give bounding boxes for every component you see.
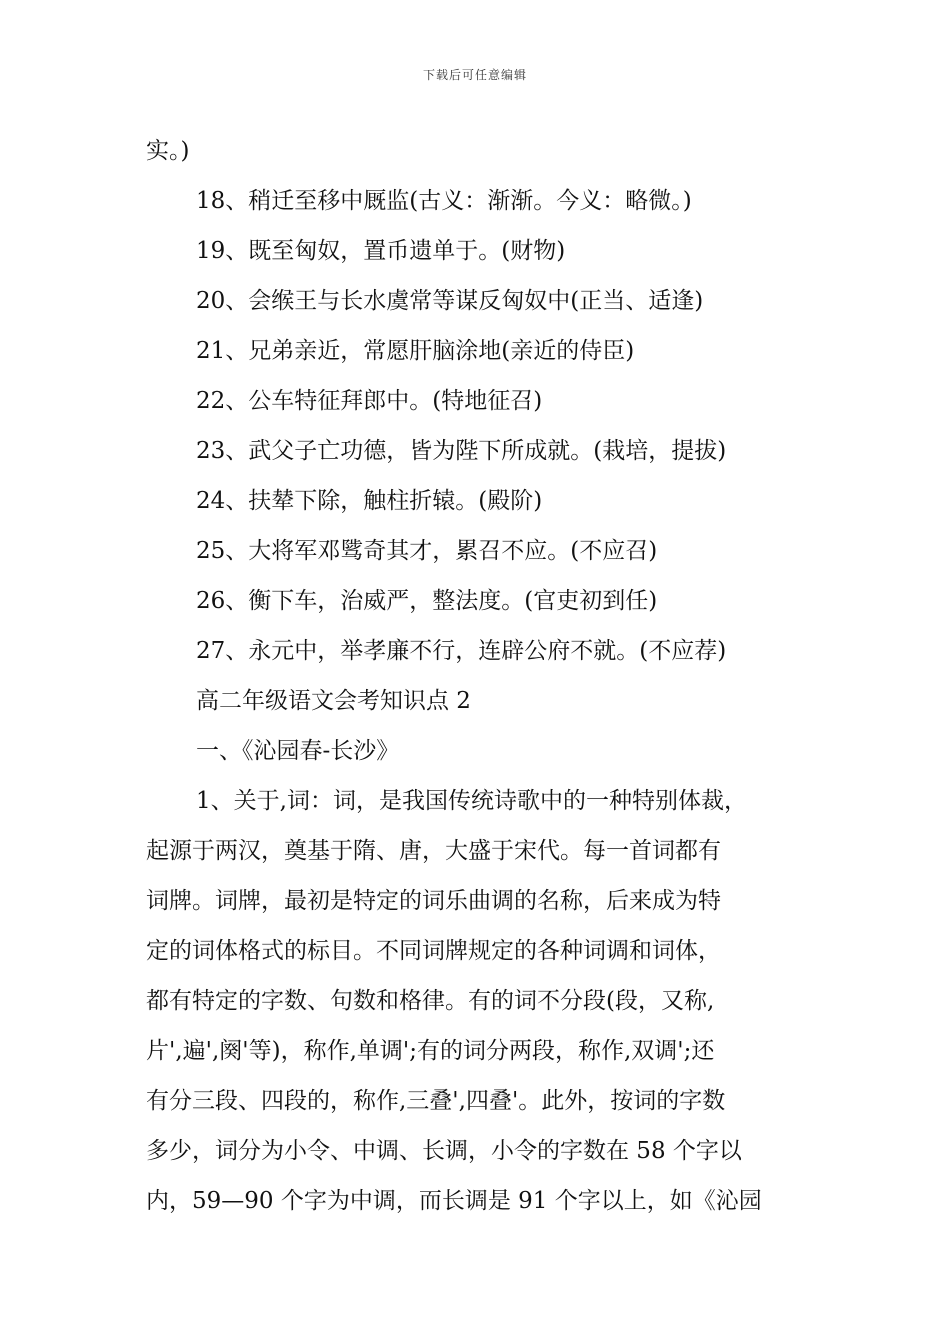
vocab-item-22: 22、公车特征拜郎中。(特地征召) xyxy=(196,388,543,414)
text-line: 实。) xyxy=(146,138,190,164)
paragraph-line: 1、关于,词：词，是我国传统诗歌中的一种特别体裁， xyxy=(196,788,747,814)
document-body xyxy=(146,126,836,1226)
paragraph-line: 片',遍',阕'等)，称作,单调';有的词分两段，称作,双调';还 xyxy=(146,1038,715,1064)
paragraph-line: 词牌。词牌，最初是特定的词乐曲调的名称，后来成为特 xyxy=(146,888,721,914)
paragraph-line: 都有特定的字数、句数和格律。有的词不分段(段，又称, xyxy=(146,988,715,1014)
paragraph-line: 多少，词分为小令、中调、长调，小令的字数在 58 个字以 xyxy=(146,1138,742,1164)
paragraph-line: 有分三段、四段的，称作,三叠',四叠'。此外，按词的字数 xyxy=(146,1088,726,1114)
vocab-item-20: 20、会缑王与长水虞常等谋反匈奴中(正当、适逢) xyxy=(196,288,704,314)
page-header: 下载后可任意编辑 xyxy=(422,68,527,82)
paragraph-line: 内，59—90 个字为中调，而长调是 91 个字以上，如《沁园 xyxy=(146,1188,762,1214)
paragraph-line: 定的词体格式的标目。不同词牌规定的各种词调和词体， xyxy=(146,938,721,964)
vocab-item-19: 19、既至匈奴，置币遗单于。(财物) xyxy=(196,238,566,264)
vocab-item-21: 21、兄弟亲近，常愿肝脑涂地(亲近的侍臣) xyxy=(196,338,635,364)
vocab-item-27: 27、永元中，举孝廉不行，连辟公府不就。(不应荐) xyxy=(196,638,727,664)
vocab-item-26: 26、衡下车，治威严，整法度。(官吏初到任) xyxy=(196,588,658,614)
vocab-item-23: 23、武父子亡功德，皆为陛下所成就。(栽培，提拔) xyxy=(196,438,727,464)
section-title: 高二年级语文会考知识点 2 xyxy=(196,688,471,714)
vocab-item-24: 24、扶辇下除，触柱折辕。(殿阶) xyxy=(196,488,543,514)
vocab-item-18: 18、稍迁至移中厩监(古义：渐渐。今义：略微。) xyxy=(196,188,692,214)
subsection-title: 一、《沁园春-长沙》 xyxy=(196,738,400,764)
paragraph-line: 起源于两汉，奠基于隋、唐，大盛于宋代。每一首词都有 xyxy=(146,838,721,864)
vocab-item-25: 25、大将军邓骘奇其才，累召不应。(不应召) xyxy=(196,538,658,564)
